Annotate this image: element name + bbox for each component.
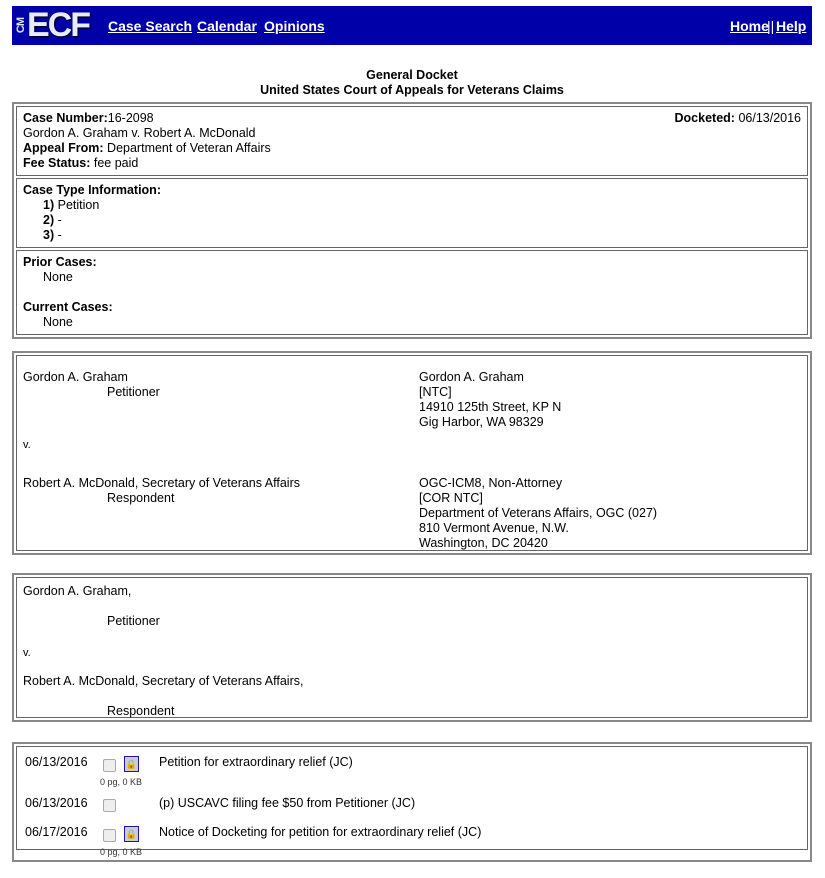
document-lock-icon[interactable]: 🔒 bbox=[124, 756, 139, 772]
versus: v. bbox=[23, 439, 31, 451]
title-line2: United States Court of Appeals for Veterans Claims bbox=[260, 83, 564, 97]
docket-entry bbox=[17, 796, 807, 816]
address-line: OGC-ICM8, Non-Attorney bbox=[419, 476, 563, 490]
docket-entry bbox=[17, 818, 807, 857]
party-respondent-name: Robert A. McDonald, Secretary of Veterans Affairs bbox=[23, 476, 300, 490]
related-cases bbox=[16, 250, 808, 335]
case-caption: Gordon A. Graham v. Robert A. McDonald bbox=[23, 126, 256, 140]
entry-date: 06/17/2016 bbox=[25, 825, 88, 839]
case-type-value: - bbox=[57, 213, 62, 227]
entry-text: (p) USCAVC filing fee $50 from Petitioner (JC) bbox=[159, 796, 416, 810]
logo-cm: CM bbox=[15, 17, 27, 34]
caption-box bbox=[12, 573, 812, 722]
nav-calendar[interactable]: Calendar bbox=[197, 18, 257, 34]
case-type-num: 2) bbox=[43, 213, 55, 227]
prior-cases: None bbox=[43, 270, 73, 284]
caption-respondent-role: Respondent bbox=[107, 704, 175, 718]
case-type-num: 1) bbox=[43, 198, 55, 212]
case-type-info bbox=[16, 178, 808, 248]
entry-date: 06/13/2016 bbox=[25, 755, 88, 769]
docketed-label: Docketed: bbox=[674, 111, 735, 125]
case-number-label: Case Number: bbox=[23, 111, 108, 125]
case-caption-block bbox=[16, 577, 808, 718]
entry-checkbox[interactable] bbox=[103, 759, 116, 772]
entry-checkbox[interactable] bbox=[103, 799, 116, 812]
entry-checkbox[interactable] bbox=[103, 829, 116, 842]
respondent-address bbox=[419, 476, 657, 551]
appeal-label: Appeal From: bbox=[23, 141, 104, 155]
parties-list bbox=[16, 355, 808, 551]
case-info-box bbox=[12, 102, 812, 339]
current-cases: None bbox=[43, 315, 73, 329]
document-lock-icon[interactable]: 🔒 bbox=[124, 826, 139, 842]
entry-text: Petition for extraordinary relief (JC) bbox=[159, 755, 353, 769]
current-cases-label: Current Cases: bbox=[23, 300, 113, 314]
case-type-label: Case Type Information: bbox=[23, 183, 161, 197]
case-type-num: 3) bbox=[43, 228, 55, 242]
entry-date: 06/13/2016 bbox=[25, 796, 88, 810]
case-type-value: Petition bbox=[57, 198, 100, 212]
title-line1: General Docket bbox=[366, 68, 458, 82]
caption-petitioner-role: Petitioner bbox=[107, 614, 160, 628]
caption-versus: v. bbox=[23, 647, 31, 659]
case-summary bbox=[16, 106, 808, 176]
entry-size: 0 pg, 0 KB bbox=[100, 847, 143, 857]
prior-cases-label: Prior Cases: bbox=[23, 255, 97, 269]
caption-respondent: Robert A. McDonald, Secretary of Veterans Affairs, bbox=[23, 674, 304, 688]
nav-help[interactable]: Help bbox=[776, 18, 807, 34]
address-line: [NTC] bbox=[419, 385, 452, 399]
case-type-value: - bbox=[57, 228, 62, 242]
fee-status: fee paid bbox=[93, 156, 139, 170]
nav-home[interactable]: Home bbox=[730, 18, 769, 34]
parties-box bbox=[12, 351, 812, 555]
entry-text: Notice of Docketing for petition for extraordinary relief (JC) bbox=[159, 825, 482, 839]
caption-petitioner: Gordon A. Graham, bbox=[23, 584, 132, 598]
party-petitioner-name: Gordon A. Graham bbox=[23, 370, 128, 384]
docket-entries bbox=[16, 746, 808, 857]
cmecf-logo bbox=[15, 8, 89, 43]
address-line: 810 Vermont Avenue, N.W. bbox=[419, 521, 569, 535]
petitioner-address bbox=[419, 370, 561, 430]
logo-ecf: ECF bbox=[27, 6, 89, 44]
entry-size: 0 pg, 0 KB bbox=[100, 777, 143, 787]
appeal-from: Department of Veteran Affairs bbox=[107, 141, 271, 155]
nav-opinions[interactable]: Opinions bbox=[264, 18, 325, 34]
case-number: 16-2098 bbox=[107, 111, 154, 125]
nav-case-search[interactable]: Case Search bbox=[108, 18, 193, 34]
docket-entries-box bbox=[12, 742, 812, 862]
docket-entry bbox=[17, 747, 807, 787]
address-line: Gig Harbor, WA 98329 bbox=[419, 415, 544, 429]
address-line: Department of Veterans Affairs, OGC (027) bbox=[419, 506, 658, 520]
fee-label: Fee Status: bbox=[23, 156, 91, 170]
nav-separator: || bbox=[767, 18, 775, 34]
page-title bbox=[12, 68, 812, 98]
address-line: Washington, DC 20420 bbox=[419, 536, 548, 550]
address-line: Gordon A. Graham bbox=[419, 370, 524, 384]
address-line: 14910 125th Street, KP N bbox=[419, 400, 562, 414]
party-respondent-role: Respondent bbox=[107, 491, 175, 505]
docketed-date: 06/13/2016 bbox=[738, 111, 801, 125]
address-line: [COR NTC] bbox=[419, 491, 483, 505]
party-petitioner-role: Petitioner bbox=[107, 385, 160, 399]
header-bar bbox=[12, 6, 812, 45]
